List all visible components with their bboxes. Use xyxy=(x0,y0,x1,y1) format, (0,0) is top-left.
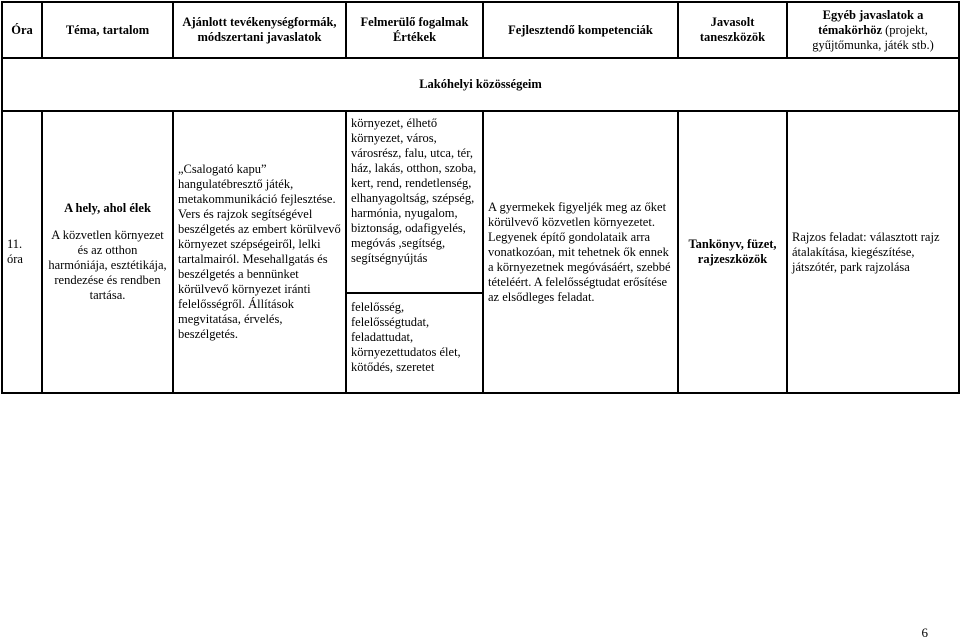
header-tema: Téma, tartalom xyxy=(42,2,173,58)
fogalmak-bottom: felelősség, felelősségtudat, feladattudat, környezettudatos élet, kötődés, szeretet xyxy=(351,300,461,374)
header-fogalmak: Felmerülő fogalmak Értékek xyxy=(346,2,483,58)
header-row xyxy=(2,2,959,58)
cell-taneszkozok: Tankönyv, füzet, rajzeszközök xyxy=(678,111,787,393)
tema-title: A hely, ahol élek xyxy=(64,201,151,215)
header-egyeb xyxy=(787,2,959,58)
cell-kompetenciak: A gyermekek figyeljék meg az őket körülvevő közvetlen környezetet. Legyenek építő gondolataik arra vonatkozóan, mit tehetnek ők ennek a környezetnek megóvásáért, szebbé tételéért. A felelősségtudat erősítése az elsődleges feladat. xyxy=(483,111,678,393)
section-title: Lakóhelyi közösségeim xyxy=(2,58,959,111)
tema-text: A közvetlen környezet és az otthon harmóniája, esztétikája, rendezése és rendben tartása. xyxy=(48,228,167,302)
cell-tevekenyseg: „Csalogató kapu” hangulatébresztő játék, metakommunikáció fejlesztése. Vers és rajzok segítségével beszélgetés az embert körülvevő környezet szépségeiről, lelki tartalmairól. Mesehallgatás és beszélgetés a bennünket körülvevő környezet iránti felelősségről. Állítások megvitatása, érvelés, beszélgetés. xyxy=(173,111,346,393)
header-taneszkozok: Javasolt taneszközök xyxy=(678,2,787,58)
cell-tema xyxy=(42,111,173,393)
cell-ora: 11. óra xyxy=(2,111,42,393)
cell-fogalmak xyxy=(346,111,483,393)
page-number: 6 xyxy=(921,625,928,640)
header-egyeb-normal: (projekt, gyűjtőmunka, játék stb.) xyxy=(812,22,934,52)
fogalmak-top: környezet, élhető környezet, város, városrész, falu, utca, tér, ház, lakás, otthon, szoba, kert, rend, rendetlenség, elhanyagoltság, szépség, harmónia, nyugalom, biztonság, odafigyelés, megóvás ,segítség, segítségnyújtás xyxy=(347,112,482,294)
cell-egyeb: Rajzos feladat: választott rajz átalakítása, kiegészítése, játszótér, park rajzolása xyxy=(787,111,959,393)
lesson-row xyxy=(2,111,959,393)
header-egyeb-bold: Egyéb javaslatok a témakörhöz xyxy=(818,7,924,37)
lesson-plan-table xyxy=(1,1,960,394)
section-row xyxy=(2,58,959,111)
header-ora: Óra xyxy=(2,2,42,58)
header-tevekenyseg: Ajánlott tevékenységformák, módszertani javaslatok xyxy=(173,2,346,58)
header-kompetenciak: Fejlesztendő kompetenciák xyxy=(483,2,678,58)
